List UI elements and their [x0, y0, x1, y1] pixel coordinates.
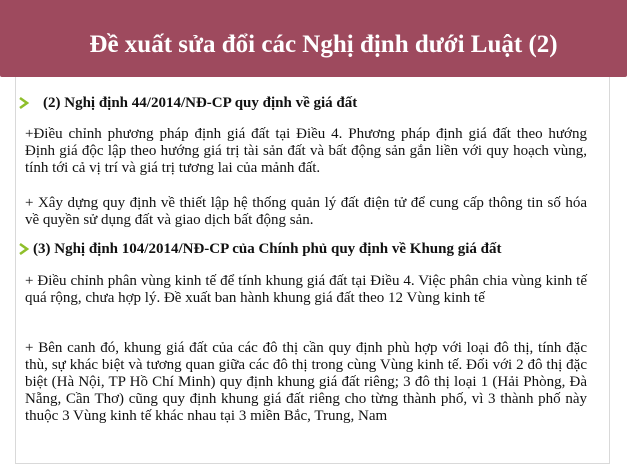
slide-title-bar: [0, 0, 627, 77]
paragraph-decree-44-valuation: +Điều chỉnh phương pháp định giá đất tại Điều 4. Phương pháp định giá đất theo hướng Định giá độc lập theo hướng giá trị tài sản đất và bất động sản gắn liền với quy hoạch vùng, tính tới cả vị trí và giá trị tương lai của mảnh đất.: [25, 126, 587, 176]
section-heading-decree-44: (2) Nghị định 44/2014/NĐ-CP quy định về giá đất: [43, 95, 358, 111]
arrow-bullet-icon: [18, 242, 30, 256]
arrow-bullet-icon: [18, 96, 30, 110]
paragraph-decree-104-zoning: + Điều chỉnh phân vùng kinh tế để tính khung giá đất tại Điều 4. Việc phân chia vùng kinh tế quá rộng, chưa hợp lý. Đề xuất ban hành khung giá đất theo 12 Vùng kinh tế: [25, 273, 587, 306]
section-heading-decree-104: (3) Nghị định 104/2014/NĐ-CP của Chính phủ quy định về Khung giá đất: [33, 241, 502, 257]
paragraph-decree-44-e-land: + Xây dựng quy định về thiết lập hệ thống quản lý đất điện tử để cung cấp thông tin số hóa về quyền sử dụng đất và giao dịch bất động sản.: [25, 195, 587, 228]
slide-title: Đề xuất sửa đổi các Nghị định dưới Luật (2): [89, 31, 558, 58]
paragraph-decree-104-urban: + Bên canh đó, khung giá đất của các đô thị cần quy định phù hợp với loại đô thị, tính đặc thù, sự khác biệt và tương quan giữa các đô thị trong cùng Vùng kinh tế. Đối với 2 đô thị đặc biệt (Hà Nội, TP Hồ Chí Minh) quy định khung giá đất riêng; 3 đô thị loại 1 (Hải Phòng, Đà Nẵng, Cần Thơ) cũng quy định khung giá đất riêng cho từng thành phố, vì 3 thành phố này thuộc 3 Vùng kinh tế khác nhau tại 3 miền Bắc, Trung, Nam: [25, 340, 587, 424]
